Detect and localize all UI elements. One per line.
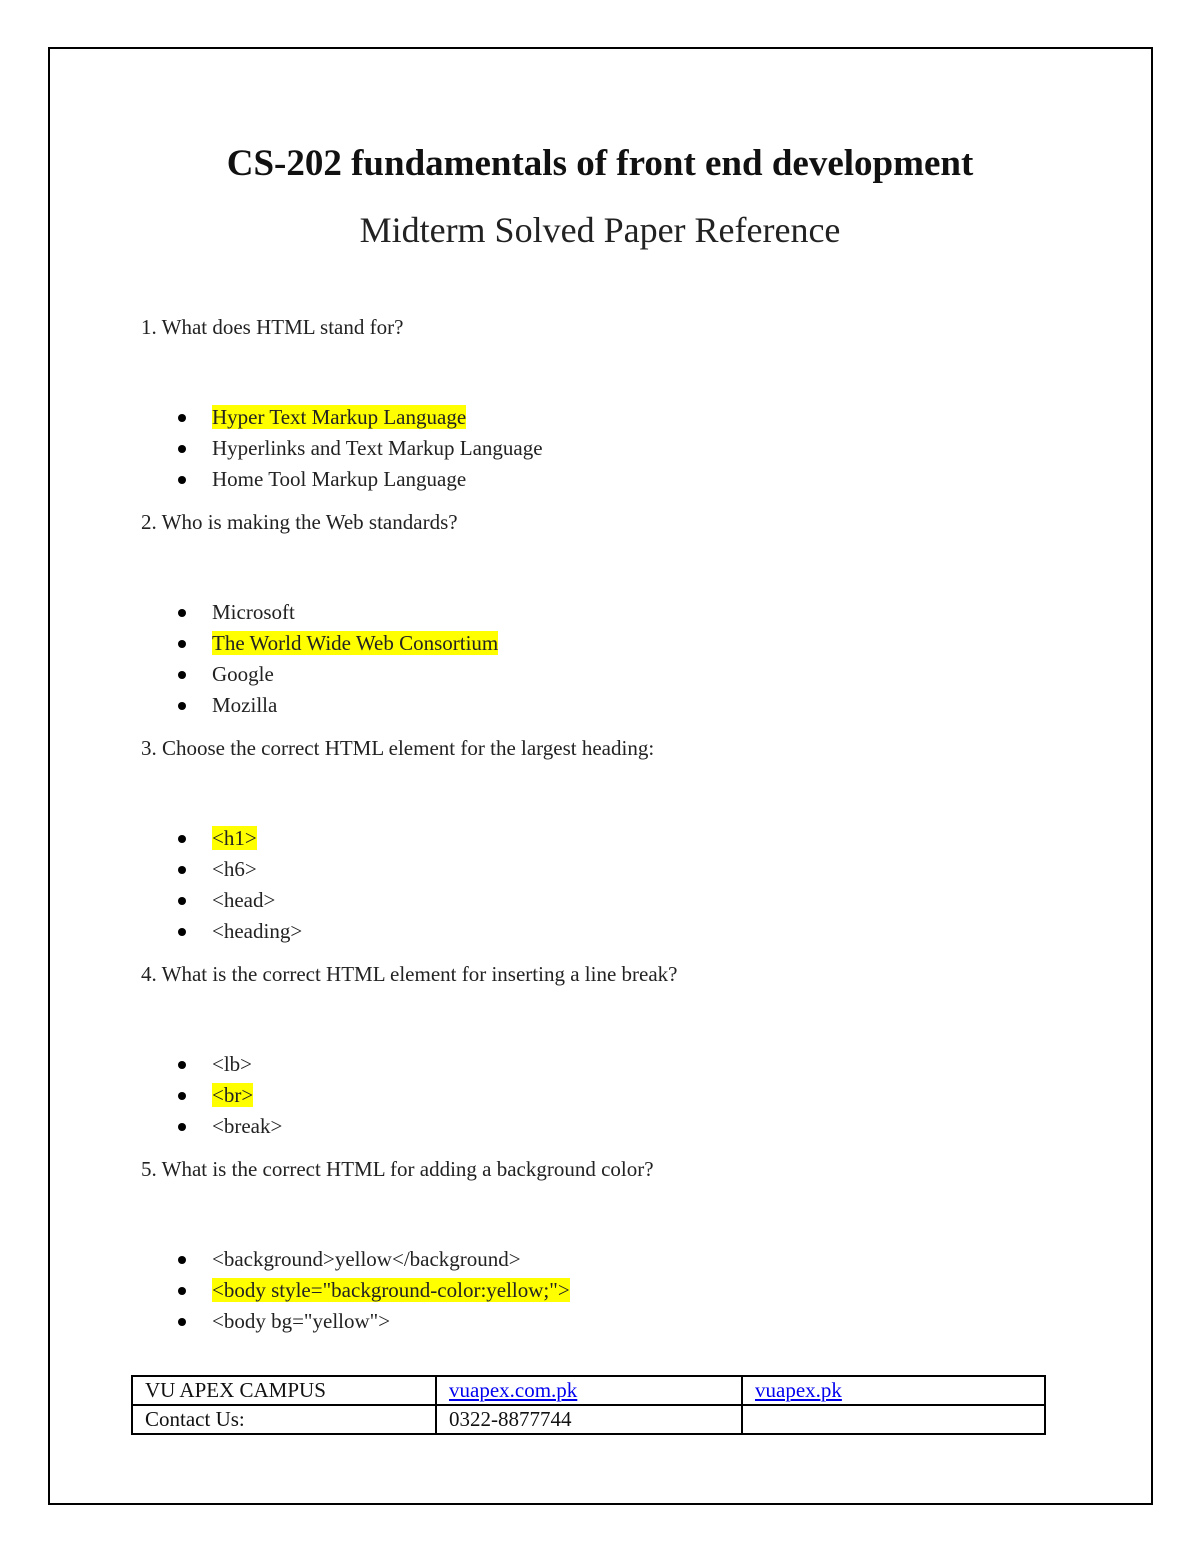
option-item-correct: [141, 823, 1101, 854]
option-item: [141, 690, 1101, 721]
website-link-1[interactable]: vuapex.com.pk: [449, 1378, 578, 1402]
option-text: <h6>: [212, 857, 257, 881]
bullet-icon: [178, 897, 186, 905]
option-text: <background>yellow</background>: [212, 1247, 521, 1271]
option-item: [141, 433, 1101, 464]
correct-answer-text: <br>: [212, 1083, 254, 1107]
footer-contact-table: [131, 1375, 1046, 1435]
bullet-icon: [178, 1287, 186, 1295]
question-block: [141, 507, 1101, 721]
question-text: 4. What is the correct HTML element for inserting a line break?: [141, 962, 678, 986]
option-item: [141, 916, 1101, 947]
option-list: [141, 1244, 1101, 1337]
option-text: <head>: [212, 888, 276, 912]
option-item: [141, 1111, 1101, 1142]
option-item: [141, 464, 1101, 495]
website-link-cell: [436, 1376, 742, 1405]
option-item: [141, 1049, 1101, 1080]
option-list: [141, 402, 1101, 495]
campus-name: VU APEX CAMPUS: [132, 1376, 436, 1405]
bullet-icon: [178, 1318, 186, 1326]
option-list: [141, 823, 1101, 947]
option-text: <break>: [212, 1114, 283, 1138]
bullet-icon: [178, 835, 186, 843]
question-block: [141, 312, 1101, 495]
option-item: [141, 885, 1101, 916]
option-item-correct: [141, 1275, 1101, 1306]
question-text: 5. What is the correct HTML for adding a background color?: [141, 1157, 654, 1181]
question-text: 3. Choose the correct HTML element for the largest heading:: [141, 736, 655, 760]
page-subtitle: Midterm Solved Paper Reference: [359, 210, 841, 250]
option-item: [141, 597, 1101, 628]
option-item: [141, 659, 1101, 690]
option-item-correct: [141, 402, 1101, 433]
option-item-correct: [141, 1080, 1101, 1111]
bullet-icon: [178, 1061, 186, 1069]
option-item: [141, 1244, 1101, 1275]
footer-row-contact: [132, 1405, 1045, 1434]
question-block: [141, 733, 1101, 947]
option-text: Mozilla: [212, 693, 278, 717]
question-text: 2. Who is making the Web standards?: [141, 510, 458, 534]
question-block: [141, 959, 1101, 1142]
footer-row-campus: [132, 1376, 1045, 1405]
option-item-correct: [141, 628, 1101, 659]
correct-answer-text: <body style="background-color:yellow;">: [212, 1278, 570, 1302]
contact-label: Contact Us:: [132, 1405, 436, 1434]
option-text: Google: [212, 662, 274, 686]
option-item: [141, 854, 1101, 885]
contact-phone: 0322-8877744: [436, 1405, 742, 1434]
question-text: 1. What does HTML stand for?: [141, 315, 404, 339]
option-text: Home Tool Markup Language: [212, 467, 467, 491]
bullet-icon: [178, 866, 186, 874]
option-text: <lb>: [212, 1052, 253, 1076]
correct-answer-text: <h1>: [212, 826, 257, 850]
option-item: [141, 1306, 1101, 1337]
bullet-icon: [178, 671, 186, 679]
correct-answer-text: Hyper Text Markup Language: [212, 405, 467, 429]
bullet-icon: [178, 702, 186, 710]
bullet-icon: [178, 1092, 186, 1100]
bullet-icon: [178, 609, 186, 617]
option-list: [141, 597, 1101, 721]
bullet-icon: [178, 445, 186, 453]
option-text: <body bg="yellow">: [212, 1309, 391, 1333]
option-text: Microsoft: [212, 600, 295, 624]
bullet-icon: [178, 640, 186, 648]
questions-list: [141, 312, 1101, 1337]
website-link-cell-2: [742, 1376, 1045, 1405]
bullet-icon: [178, 476, 186, 484]
correct-answer-text: The World Wide Web Consortium: [212, 631, 499, 655]
bullet-icon: [178, 1123, 186, 1131]
bullet-icon: [178, 1256, 186, 1264]
option-list: [141, 1049, 1101, 1142]
option-text: <heading>: [212, 919, 303, 943]
website-link-2[interactable]: vuapex.pk: [755, 1378, 842, 1402]
page-title: CS-202 fundamentals of front end development: [226, 143, 974, 184]
question-block: [141, 1154, 1101, 1337]
option-text: Hyperlinks and Text Markup Language: [212, 436, 543, 460]
bullet-icon: [178, 928, 186, 936]
bullet-icon: [178, 414, 186, 422]
contact-extra: [742, 1405, 1045, 1434]
